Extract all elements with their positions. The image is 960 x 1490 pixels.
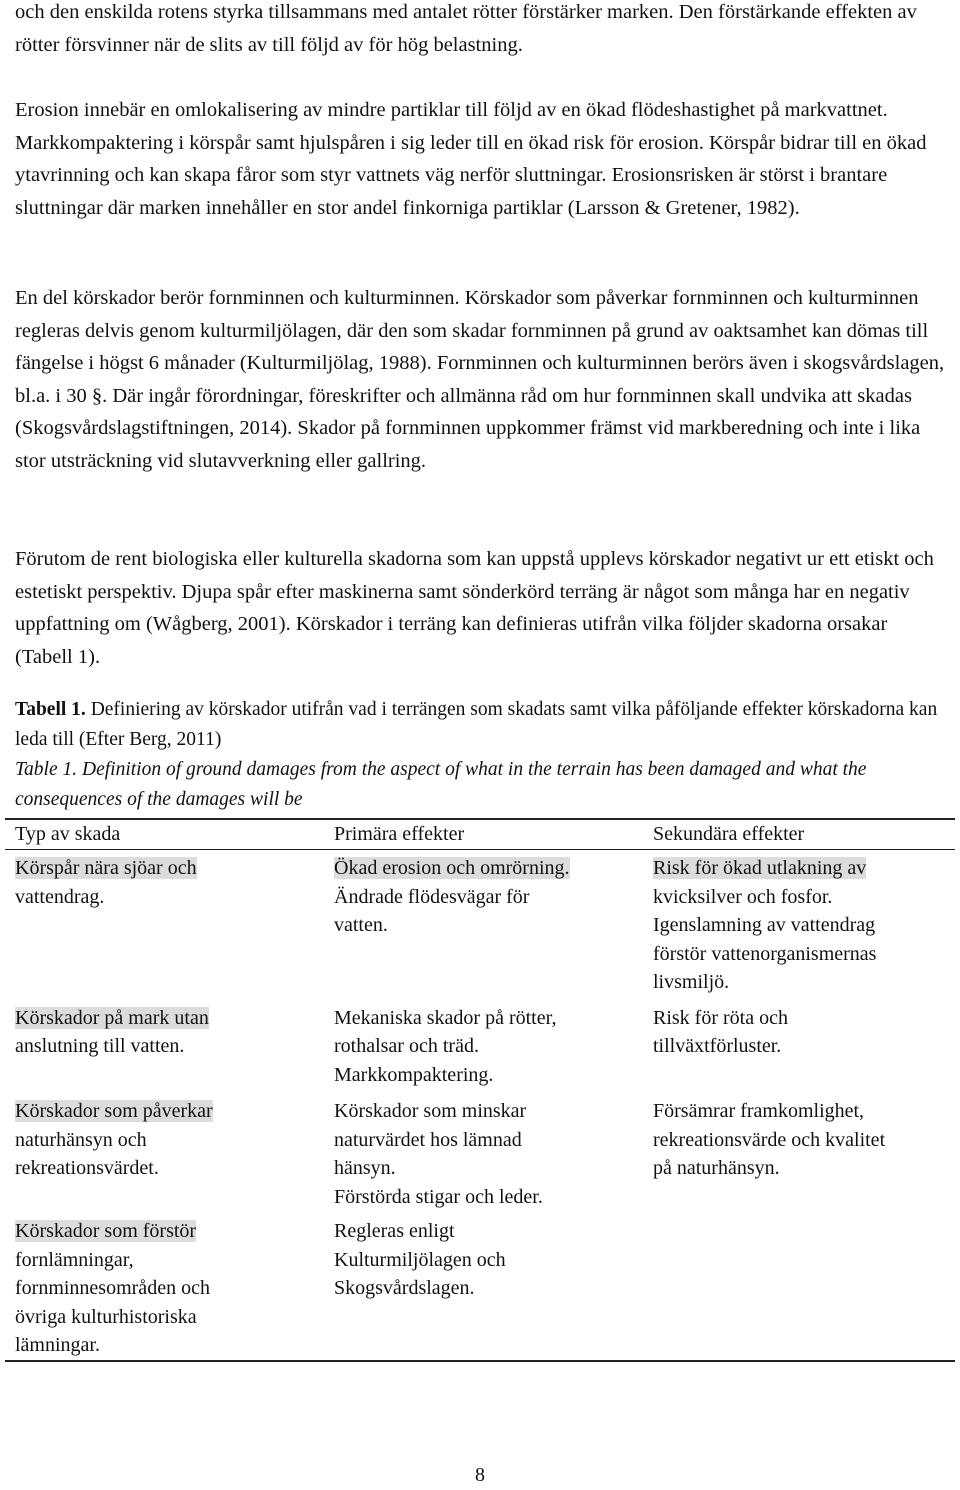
damage-table <box>5 818 955 1362</box>
cell-line: Risk för röta och <box>653 1006 788 1029</box>
cell-line: Markkompaktering. <box>334 1063 494 1086</box>
table-caption-swedish <box>15 695 950 755</box>
cell-line: rothalsar och träd. <box>334 1035 479 1057</box>
cell-type <box>5 1004 324 1090</box>
cell-line: Ändrade flödesvägar för <box>334 885 530 908</box>
cell-type <box>5 854 324 997</box>
cell-line: Körspår nära sjöar och <box>15 857 197 879</box>
table-header-row <box>5 820 955 850</box>
cell-line: Förstörda stigar och leder. <box>334 1185 543 1208</box>
caption-label-en: Table 1. <box>15 759 78 780</box>
caption-label-sv: Tabell 1. <box>15 699 86 720</box>
header-primary: Primära effekter <box>334 823 465 845</box>
cell-secondary <box>643 1217 955 1360</box>
table-row <box>5 1217 955 1360</box>
cell-line: rekreationsvärde och kvalitet <box>653 1128 886 1151</box>
paragraph-fornminnen: En del körskador berör fornminnen och kulturminnen. Körskador som påverkar fornminnen och kulturminnen regleras delvis genom kulturmiljölagen, där den som skadar fornminnen på grund av oaktsamhet kan dömas till fängelse i högst 6 månader (Kulturmiljölag, 1988). Fornminnen och kulturminnen berörs även i skogsvårdslagen, bl.a. i 30 §. Där ingår förordningar, föreskrifter och allmänna råd om hur fornminnen skall undvika att skadas (Skogsvårdslagstiftningen, 2014). Skador på fornminnen uppkommer främst vid markberedning och inte i lika stor utsträckning vid slutavverkning eller gallring. <box>15 287 945 472</box>
table-caption-english <box>15 755 950 815</box>
cell-line: naturvärdet hos lämnad <box>334 1128 522 1151</box>
table-body <box>5 854 955 1360</box>
cell-line: förstör vattenorganismernas <box>653 942 877 965</box>
paragraph-ethics: Förutom de rent biologiska eller kulturella skadorna som kan uppstå upplevs körskador negativt ur ett etiskt och estetiskt perspektiv. Djupa spår efter maskinerna samt sönderkörd terräng är något som många har en negativ uppfattning om (Wågberg, 2001). Körskador i terräng kan definieras utifrån vilka följder skadorna orsakar (Tabell 1). <box>15 548 934 668</box>
cell-line: vattendrag. <box>15 885 105 908</box>
cell-line: livsmiljö. <box>653 971 730 993</box>
paragraph-erosion: Erosion innebär en omlokalisering av mindre partiklar till följd av en ökad flödeshastighet på markvattnet. Markkompaktering i körspår samt hjulspåren i sig leder till en ökad risk för erosion. Körspår bidrar till en ökad ytavrinning och kan skapa fåror som styr vattnets väg nerför sluttningar. Erosionsrisken är störst i brantare sluttningar där marken innehåller en stor andel finkorniga partiklar (Larsson & Gretener, 1982). <box>15 99 927 219</box>
paragraph-roots: och den enskilda rotens styrka tillsammans med antalet rötter förstärker marken. Den förstärkande effekten av rötter försvinner när de slits av till följd av för hög belastning. <box>15 1 917 56</box>
cell-line: Körskador på mark utan <box>15 1006 209 1029</box>
cell-line: anslutning till vatten. <box>15 1035 185 1057</box>
cell-line: rekreationsvärdet. <box>15 1157 159 1179</box>
caption-text-sv: Definiering av körskador utifrån vad i terrängen som skadats samt vilka påföljande effekter körskadorna kan leda till (Efter Berg, 2011) <box>15 699 938 750</box>
cell-type <box>5 1097 324 1211</box>
cell-line: på naturhänsyn. <box>653 1157 780 1179</box>
cell-line: fornlämningar, <box>15 1248 134 1271</box>
cell-line: hänsyn. <box>334 1157 396 1179</box>
page-number: 8 <box>475 1464 485 1486</box>
cell-line: Körskador som förstör <box>15 1220 197 1242</box>
cell-type <box>5 1217 324 1360</box>
cell-line: Igenslamning av vattendrag <box>653 914 876 936</box>
cell-line: Körskador som minskar <box>334 1100 527 1122</box>
cell-line: Risk för ökad utlakning av <box>653 857 867 879</box>
cell-line: Skogsvårdslagen. <box>334 1277 475 1299</box>
cell-primary <box>324 1004 643 1090</box>
cell-secondary <box>643 854 955 997</box>
header-secondary: Sekundära effekter <box>653 823 805 845</box>
cell-line: lämningar. <box>15 1334 100 1356</box>
caption-text-en: Definition of ground damages from the aspect of what in the terrain has been damaged and what the consequences of the damages will be <box>15 759 867 810</box>
cell-line: fornminnesområden och <box>15 1277 210 1299</box>
cell-line: vatten. <box>334 914 388 936</box>
cell-line: Ökad erosion och omrörning. <box>334 857 570 879</box>
cell-line: Körskador som påverkar <box>15 1100 213 1122</box>
cell-secondary <box>643 1004 955 1090</box>
cell-primary <box>324 1097 643 1211</box>
table-row <box>5 854 955 997</box>
cell-line: övriga kulturhistoriska <box>15 1305 197 1328</box>
cell-line: Kulturmiljölagen och <box>334 1248 506 1271</box>
cell-primary <box>324 854 643 997</box>
cell-line: tillväxtförluster. <box>653 1035 782 1057</box>
table-row <box>5 1097 955 1211</box>
cell-primary <box>324 1217 643 1360</box>
cell-line: kvicksilver och fosfor. <box>653 885 833 908</box>
cell-line: Mekaniska skador på rötter, <box>334 1006 557 1029</box>
cell-line: naturhänsyn och <box>15 1128 147 1151</box>
cell-secondary <box>643 1097 955 1211</box>
cell-line: Regleras enligt <box>334 1220 455 1242</box>
table-row <box>5 1004 955 1090</box>
cell-line: Försämrar framkomlighet, <box>653 1100 865 1122</box>
header-type: Typ av skada <box>15 823 121 845</box>
